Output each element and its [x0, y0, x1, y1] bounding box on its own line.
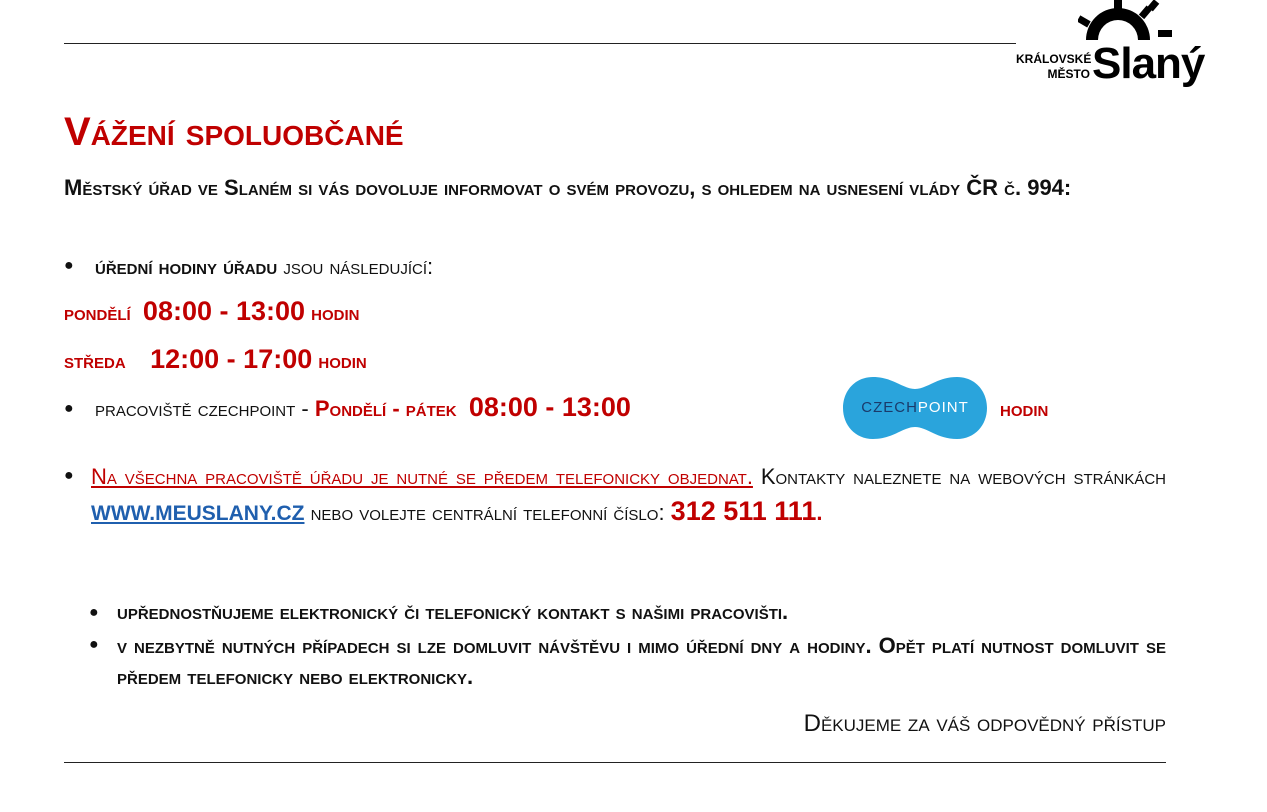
- monday-label: pondělí: [64, 300, 131, 325]
- czechpoint-badge-text: [843, 399, 987, 416]
- logo-city-name: Slaný: [1092, 39, 1205, 88]
- contact-text-2: nebo volejte centrální telefonní číslo:: [304, 500, 671, 525]
- czechpoint-badge-dark: CZECH: [861, 399, 918, 416]
- office-hours-label-rest: jsou následující:: [277, 254, 434, 279]
- contact-text-1: Kontakty naleznete na webových stránkách: [752, 464, 1166, 489]
- monday-time: 08:00 - 13:00: [142, 296, 306, 326]
- contact-paragraph: [91, 460, 1166, 531]
- bullet-icon: ●: [89, 604, 99, 621]
- website-link[interactable]: WWW.MEUSLANY.CZ: [91, 502, 305, 525]
- czechpoint-badge-light: POINT: [917, 399, 969, 416]
- czechpoint-hours: [95, 392, 631, 423]
- phone-number: 312 511 111: [670, 496, 817, 526]
- czechpoint-hours-word: hodin: [1000, 396, 1049, 421]
- czechpoint-days: Pondělí - pátek: [314, 396, 457, 421]
- wednesday-label: středa: [64, 348, 126, 373]
- appointment-notice: Na všechna pracoviště úřadu je nutné se předem telefonicky objednat.: [91, 464, 753, 489]
- bullet-icon: ●: [64, 467, 74, 484]
- monday-hours-word: hodin: [311, 300, 360, 325]
- wednesday-hours: [64, 344, 367, 375]
- logo-subtitle-line1: KRÁLOVSKÉ: [1016, 52, 1092, 66]
- office-hours-label-bold: úřední hodiny úřadu: [95, 254, 278, 279]
- top-divider: [64, 43, 1016, 44]
- czechpoint-logo: [843, 375, 987, 441]
- bottom-divider: [64, 762, 1166, 763]
- logo-subtitle: [1016, 52, 1090, 82]
- urgent-visit-note: v nezbytně nutných případech si lze domluvit návštěvu i mimo úřední dny a hodiny. Opět platí nutnost domluvit se předem telefonicky nebo elektronicky.: [117, 633, 1166, 689]
- bullet-icon: ●: [64, 400, 74, 417]
- office-hours-heading: [95, 254, 433, 280]
- page-title: Vážení spoluobčané: [64, 110, 404, 154]
- intro-paragraph: Městský úřad ve Slaném si vás dovoluje informovat o svém provozu, s ohledem na usnesení vlády ČR č. 994:: [64, 175, 1072, 200]
- phone-period: .: [816, 500, 823, 525]
- logo-subtitle-line2: MĚSTO: [1047, 67, 1090, 81]
- czechpoint-label: pracoviště czechpoint -: [95, 396, 315, 421]
- wednesday-hours-word: hodin: [318, 348, 367, 373]
- thanks-text: Děkujeme za váš odpovědný přístup: [803, 710, 1166, 737]
- preferred-contact-note: upřednostňujeme elektronický či telefonický kontakt s našimi pracovišti.: [117, 599, 789, 624]
- wednesday-time: 12:00 - 17:00: [150, 344, 313, 374]
- czechpoint-time: 08:00 - 13:00: [468, 392, 631, 422]
- bullet-icon: ●: [89, 636, 99, 653]
- city-logo: [1012, 0, 1205, 96]
- monday-hours: [64, 296, 360, 327]
- bullet-icon: ●: [64, 257, 74, 274]
